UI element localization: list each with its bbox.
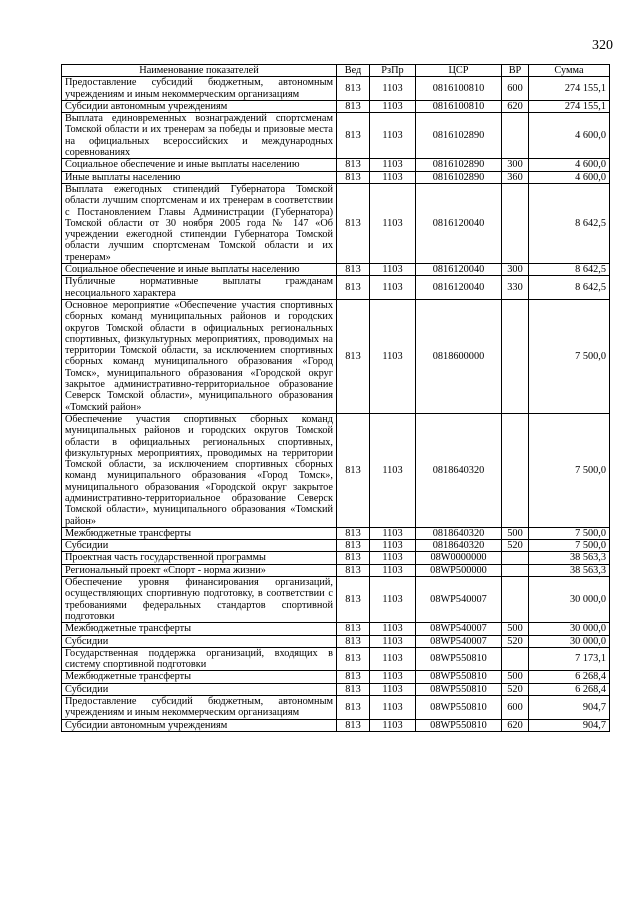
row-ved: 813 xyxy=(337,623,370,635)
table-row xyxy=(62,635,610,647)
row-ved: 813 xyxy=(337,113,370,159)
row-sum: 274 155,1 xyxy=(529,77,610,101)
table-row xyxy=(62,719,610,731)
row-name: Предоставление субсидий бюджетным, автономным учреждениям и иным некоммерческим организациям xyxy=(62,77,337,101)
row-sum: 8 642,5 xyxy=(529,183,610,263)
table-row xyxy=(62,113,610,159)
row-sum: 38 563,3 xyxy=(529,564,610,576)
row-rzpr: 1103 xyxy=(370,113,416,159)
row-ved: 813 xyxy=(337,552,370,564)
table-row xyxy=(62,276,610,300)
row-sum: 904,7 xyxy=(529,696,610,720)
row-rzpr: 1103 xyxy=(370,577,416,623)
row-ved: 813 xyxy=(337,159,370,171)
row-csr: 0816102890 xyxy=(416,159,502,171)
row-csr: 0816102890 xyxy=(416,171,502,183)
page-number: 320 xyxy=(592,38,613,53)
row-csr: 08WP540007 xyxy=(416,635,502,647)
row-sum: 7 500,0 xyxy=(529,540,610,552)
row-rzpr: 1103 xyxy=(370,647,416,671)
row-csr: 08WP540007 xyxy=(416,577,502,623)
header-name: Наименование показателей xyxy=(62,65,337,77)
row-rzpr: 1103 xyxy=(370,527,416,539)
row-vr xyxy=(502,577,529,623)
row-name: Обеспечение участия спортивных сборных команд муниципальных районов и городских округов Томской области в официальных региональных спортивных, физкультурных мероприятиях, проводимых на территории Томской области, за исключением спортивных сборных команд муниципального образования «Город Томск», муниципального образования «Городской округ закрытое административно-территориальное образование Северск Томской области», муниципального образования «Томский район» xyxy=(62,413,337,527)
table-row xyxy=(62,171,610,183)
row-vr xyxy=(502,113,529,159)
row-csr: 08WP550810 xyxy=(416,683,502,695)
row-vr: 520 xyxy=(502,683,529,695)
row-vr xyxy=(502,299,529,413)
table-row xyxy=(62,623,610,635)
row-vr xyxy=(502,183,529,263)
row-csr: 0816102890 xyxy=(416,113,502,159)
table-row xyxy=(62,696,610,720)
table-row xyxy=(62,671,610,683)
budget-table xyxy=(61,64,610,732)
header-csr: ЦСР xyxy=(416,65,502,77)
row-ved: 813 xyxy=(337,719,370,731)
table-row xyxy=(62,564,610,576)
row-sum: 8 642,5 xyxy=(529,276,610,300)
row-rzpr: 1103 xyxy=(370,635,416,647)
table-row xyxy=(62,159,610,171)
row-rzpr: 1103 xyxy=(370,719,416,731)
row-rzpr: 1103 xyxy=(370,671,416,683)
row-rzpr: 1103 xyxy=(370,552,416,564)
row-sum: 4 600,0 xyxy=(529,113,610,159)
row-rzpr: 1103 xyxy=(370,171,416,183)
table-row xyxy=(62,577,610,623)
row-sum: 904,7 xyxy=(529,719,610,731)
row-csr: 0816100810 xyxy=(416,100,502,112)
row-vr: 600 xyxy=(502,77,529,101)
table-body xyxy=(62,77,610,732)
row-vr: 330 xyxy=(502,276,529,300)
table-row xyxy=(62,183,610,263)
row-rzpr: 1103 xyxy=(370,264,416,276)
row-rzpr: 1103 xyxy=(370,540,416,552)
row-name: Межбюджетные трансферты xyxy=(62,527,337,539)
table-row xyxy=(62,413,610,527)
row-vr: 520 xyxy=(502,635,529,647)
row-sum: 7 173,1 xyxy=(529,647,610,671)
row-csr: 08WP550810 xyxy=(416,671,502,683)
row-csr: 0818640320 xyxy=(416,413,502,527)
row-vr: 620 xyxy=(502,719,529,731)
row-vr: 500 xyxy=(502,527,529,539)
row-name: Обеспечение уровня финансирования организаций, осуществляющих спортивную подготовку, в соответствии с требованиями федеральных стандартов спортивной подготовки xyxy=(62,577,337,623)
row-csr: 0816120040 xyxy=(416,264,502,276)
row-csr: 08WP540007 xyxy=(416,623,502,635)
row-name: Проектная часть государственной программы xyxy=(62,552,337,564)
row-name: Социальное обеспечение и иные выплаты населению xyxy=(62,264,337,276)
row-name: Выплата ежегодных стипендий Губернатора Томской области лучшим спортсменам и их тренерам в соответствии с Постановлением Главы Администрации (Губернатора) Томской области от 30 ноября 2005 года № 147 «Об учреждении ежегодной стипендии Губернатора Томской области лучшим спортсменам Томской области и их тренерам» xyxy=(62,183,337,263)
row-name: Иные выплаты населению xyxy=(62,171,337,183)
row-rzpr: 1103 xyxy=(370,159,416,171)
row-ved: 813 xyxy=(337,100,370,112)
row-vr: 360 xyxy=(502,171,529,183)
row-rzpr: 1103 xyxy=(370,413,416,527)
header-vr: ВР xyxy=(502,65,529,77)
row-csr: 08WP500000 xyxy=(416,564,502,576)
row-sum: 6 268,4 xyxy=(529,671,610,683)
row-name: Субсидии xyxy=(62,683,337,695)
row-sum: 30 000,0 xyxy=(529,623,610,635)
table-header-row xyxy=(62,65,610,77)
table-row xyxy=(62,540,610,552)
row-vr: 300 xyxy=(502,159,529,171)
row-name: Публичные нормативные выплаты гражданам несоциального характера xyxy=(62,276,337,300)
row-sum: 274 155,1 xyxy=(529,100,610,112)
row-vr xyxy=(502,413,529,527)
row-name: Региональный проект «Спорт - норма жизни» xyxy=(62,564,337,576)
table-row xyxy=(62,552,610,564)
row-vr: 300 xyxy=(502,264,529,276)
row-ved: 813 xyxy=(337,671,370,683)
row-csr: 0816120040 xyxy=(416,183,502,263)
row-vr: 500 xyxy=(502,623,529,635)
row-name: Основное мероприятие «Обеспечение участия спортивных сборных команд муниципальных районов и городских округов Томской области в официальных региональных спортивных, физкультурных мероприятиях, проводимых на территории Томской области, за исключением спортивных сборных команд муниципального образования «Город Томск», муниципального образования «Городской округ закрытое административно-территориальное образование Северск Томской области», муниципального образования «Томский район» xyxy=(62,299,337,413)
row-sum: 8 642,5 xyxy=(529,264,610,276)
row-vr: 600 xyxy=(502,696,529,720)
row-csr: 0818640320 xyxy=(416,527,502,539)
row-rzpr: 1103 xyxy=(370,683,416,695)
table-row xyxy=(62,264,610,276)
row-name: Социальное обеспечение и иные выплаты населению xyxy=(62,159,337,171)
row-ved: 813 xyxy=(337,276,370,300)
row-name: Выплата единовременных вознаграждений спортсменам Томской области и их тренерам за победы и призовые места на официальных всероссийских и международных соревнованиях xyxy=(62,113,337,159)
header-sum: Сумма xyxy=(529,65,610,77)
row-csr: 0818640320 xyxy=(416,540,502,552)
row-name: Субсидии xyxy=(62,635,337,647)
row-name: Межбюджетные трансферты xyxy=(62,671,337,683)
row-vr: 620 xyxy=(502,100,529,112)
row-sum: 4 600,0 xyxy=(529,159,610,171)
row-ved: 813 xyxy=(337,696,370,720)
row-csr: 08WP550810 xyxy=(416,696,502,720)
row-ved: 813 xyxy=(337,77,370,101)
table-row xyxy=(62,100,610,112)
row-sum: 7 500,0 xyxy=(529,299,610,413)
row-sum: 6 268,4 xyxy=(529,683,610,695)
row-ved: 813 xyxy=(337,413,370,527)
table-row xyxy=(62,77,610,101)
row-rzpr: 1103 xyxy=(370,299,416,413)
row-ved: 813 xyxy=(337,683,370,695)
row-ved: 813 xyxy=(337,647,370,671)
row-rzpr: 1103 xyxy=(370,77,416,101)
row-rzpr: 1103 xyxy=(370,276,416,300)
table-row xyxy=(62,683,610,695)
row-sum: 30 000,0 xyxy=(529,577,610,623)
row-sum: 38 563,3 xyxy=(529,552,610,564)
row-ved: 813 xyxy=(337,264,370,276)
row-ved: 813 xyxy=(337,577,370,623)
row-name: Субсидии автономным учреждениям xyxy=(62,100,337,112)
row-rzpr: 1103 xyxy=(370,564,416,576)
row-sum: 4 600,0 xyxy=(529,171,610,183)
row-name: Предоставление субсидий бюджетным, автономным учреждениям и иным некоммерческим организациям xyxy=(62,696,337,720)
row-ved: 813 xyxy=(337,540,370,552)
row-rzpr: 1103 xyxy=(370,696,416,720)
row-csr: 0818600000 xyxy=(416,299,502,413)
row-ved: 813 xyxy=(337,171,370,183)
row-name: Государственная поддержка организаций, входящих в систему спортивной подготовки xyxy=(62,647,337,671)
row-name: Субсидии автономным учреждениям xyxy=(62,719,337,731)
row-csr: 08WP550810 xyxy=(416,647,502,671)
row-rzpr: 1103 xyxy=(370,183,416,263)
table-row xyxy=(62,647,610,671)
row-csr: 0816120040 xyxy=(416,276,502,300)
row-name: Межбюджетные трансферты xyxy=(62,623,337,635)
row-ved: 813 xyxy=(337,564,370,576)
row-vr xyxy=(502,564,529,576)
header-rzpr: РзПр xyxy=(370,65,416,77)
row-csr: 08WP550810 xyxy=(416,719,502,731)
row-rzpr: 1103 xyxy=(370,100,416,112)
row-name: Субсидии xyxy=(62,540,337,552)
row-sum: 7 500,0 xyxy=(529,527,610,539)
row-ved: 813 xyxy=(337,299,370,413)
row-ved: 813 xyxy=(337,635,370,647)
row-rzpr: 1103 xyxy=(370,623,416,635)
row-ved: 813 xyxy=(337,527,370,539)
row-sum: 7 500,0 xyxy=(529,413,610,527)
row-ved: 813 xyxy=(337,183,370,263)
header-ved: Вед xyxy=(337,65,370,77)
row-vr xyxy=(502,552,529,564)
table-row xyxy=(62,299,610,413)
row-sum: 30 000,0 xyxy=(529,635,610,647)
row-csr: 08W0000000 xyxy=(416,552,502,564)
row-vr: 500 xyxy=(502,671,529,683)
row-vr xyxy=(502,647,529,671)
table-row xyxy=(62,527,610,539)
row-vr: 520 xyxy=(502,540,529,552)
row-csr: 0816100810 xyxy=(416,77,502,101)
